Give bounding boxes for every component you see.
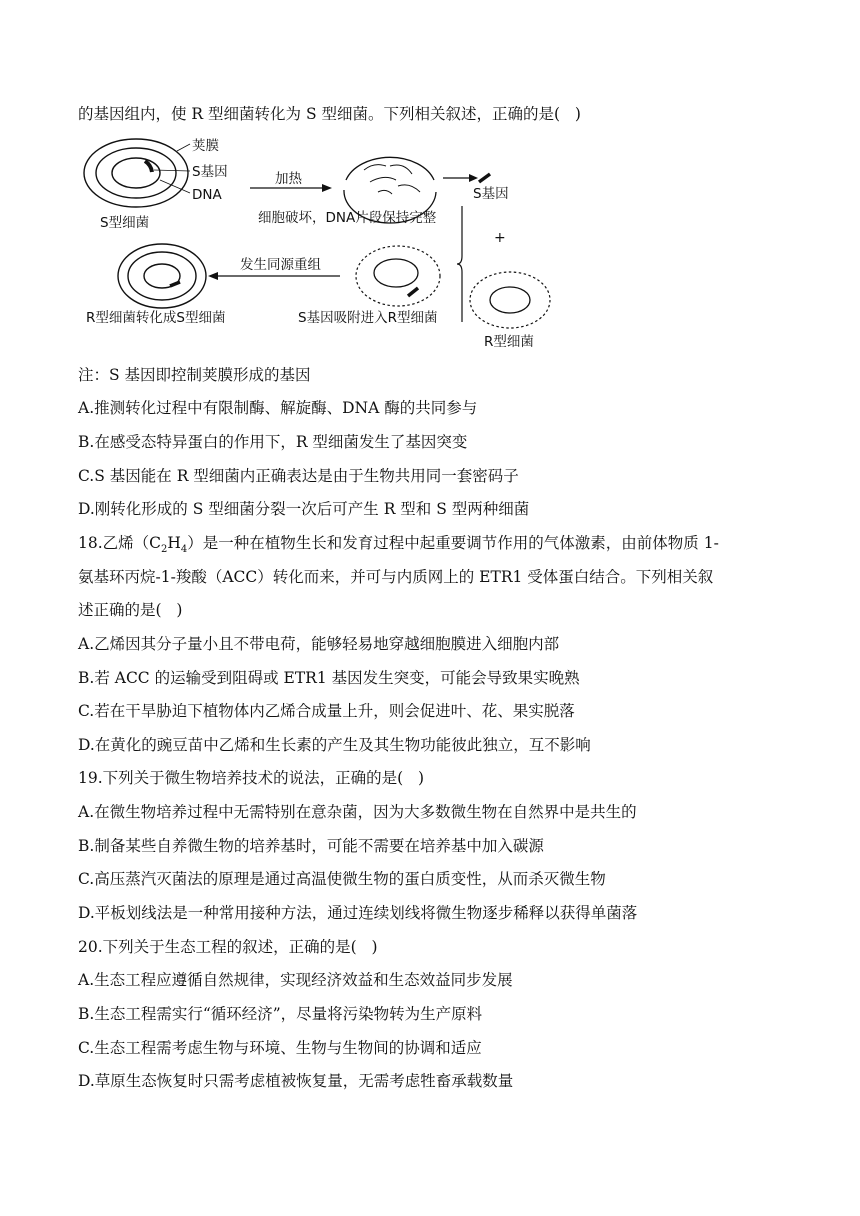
q20-option-c: C.生态工程需考虑生物与环境、生物与生物间的协调和适应 — [78, 1039, 482, 1057]
s-cell-figure — [84, 139, 190, 207]
q18-stem-line-3: 述正确的是( ) — [78, 601, 183, 619]
q20-option-b: B.生态工程需实行“循环经济”，尽量将污染物转为生产原料 — [78, 1005, 483, 1023]
transformation-diagram — [78, 130, 534, 360]
label-s-cell: S型细菌 — [100, 215, 150, 231]
q18-stem-part-c: ）是一种在植物生长和发育过程中起重要调节作用的气体激素，由前体物质 1- — [187, 534, 719, 552]
q19-stem: 19.下列关于微生物培养技术的说法，正确的是( ) — [78, 769, 425, 787]
label-s-gene-fragment: S基因 — [473, 186, 509, 202]
q20-option-d: D.草原生态恢复时只需考虑植被恢复量，无需考虑牲畜承载数量 — [78, 1072, 514, 1090]
q18-stem-line-2: 氨基环丙烷-1-羧酸（ACC）转化而来，并可与内质网上的 ETR1 受体蛋白结合。下列相关叙 — [78, 568, 714, 586]
q20-stem: 20.下列关于生态工程的叙述，正确的是( ) — [78, 938, 378, 956]
q18-option-c: C.若在干旱胁迫下植物体内乙烯合成量上升，则会促进叶、花、果实脱落 — [78, 702, 575, 720]
q18-subscript-2: 2 — [161, 544, 168, 556]
q18-stem-line-1 — [78, 533, 719, 560]
q19-option-b: B.制备某些自养微生物的培养基时，可能不需要在培养基中加入碳源 — [78, 837, 544, 855]
q18-option-b: B.若 ACC 的运输受到阻碍或 ETR1 基因发生突变，可能会导致果实晚熟 — [78, 669, 580, 687]
label-transform: R型细菌转化成S型细菌 — [86, 310, 226, 326]
q17-option-c: C.S 基因能在 R 型细菌内正确表达是由于生物共用同一套密码子 — [78, 467, 519, 485]
intro-line: 的基因组内，使 R 型细菌转化为 S 型细菌。下列相关叙述，正确的是( ) — [78, 105, 581, 123]
bracket — [457, 206, 462, 322]
label-dna: DNA — [192, 187, 222, 203]
label-plus: + — [494, 230, 506, 246]
adsorbed-cell-figure — [356, 246, 440, 306]
label-recombination: 发生同源重组 — [240, 257, 321, 273]
q19-option-a: A.在微生物培养过程中无需特别在意杂菌，因为大多数微生物在自然界中是共生的 — [78, 803, 637, 821]
heat-arrow-head — [322, 184, 332, 192]
q19-option-c: C.高压蒸汽灭菌法的原理是通过高温使微生物的蛋白质变性，从而杀灭微生物 — [78, 870, 606, 888]
q17-option-d: D.刚转化形成的 S 型细菌分裂一次后可产生 R 型和 S 型两种细菌 — [78, 500, 530, 518]
q20-option-a: A.生态工程应遵循自然规律，实现经济效益和生态效益同步发展 — [78, 971, 513, 989]
q18-option-d: D.在黄化的豌豆苗中乙烯和生长素的产生及其生物功能彼此独立，互不影响 — [78, 736, 591, 754]
label-adsorb: S基因吸附进入R型细菌 — [298, 310, 438, 326]
transformed-cell-figure — [118, 244, 206, 308]
q17-option-b: B.在感受态特异蛋白的作用下，R 型细菌发生了基因突变 — [78, 433, 468, 451]
q17-option-a: A.推测转化过程中有限制酶、解旋酶、DNA 酶的共同参与 — [78, 399, 478, 417]
q18-subscript-4: 4 — [180, 544, 188, 556]
note: 注：S 基因即控制荚膜形成的基因 — [78, 366, 311, 384]
s-gene-fragment — [479, 174, 490, 182]
label-heat: 加热 — [275, 171, 302, 187]
q18-option-a: A.乙烯因其分子量小且不带电荷，能够轻易地穿越细胞膜进入细胞内部 — [78, 635, 560, 653]
fragment-arrow-head — [469, 174, 478, 182]
q19-option-d: D.平板划线法是一种常用接种方法，通过连续划线将微生物逐步稀释以获得单菌落 — [78, 904, 638, 922]
q18-stem-part-b: H — [167, 534, 181, 552]
r-cell-figure — [470, 272, 550, 328]
label-capsule: 荚膜 — [192, 138, 219, 154]
label-broken: 细胞破坏，DNA片段保持完整 — [258, 210, 437, 226]
label-r-cell: R型细菌 — [484, 334, 534, 350]
label-s-gene: S基因 — [192, 164, 228, 180]
q18-stem-part-a: 18.乙烯（C — [78, 534, 162, 552]
recombination-arrow-head — [208, 272, 218, 280]
